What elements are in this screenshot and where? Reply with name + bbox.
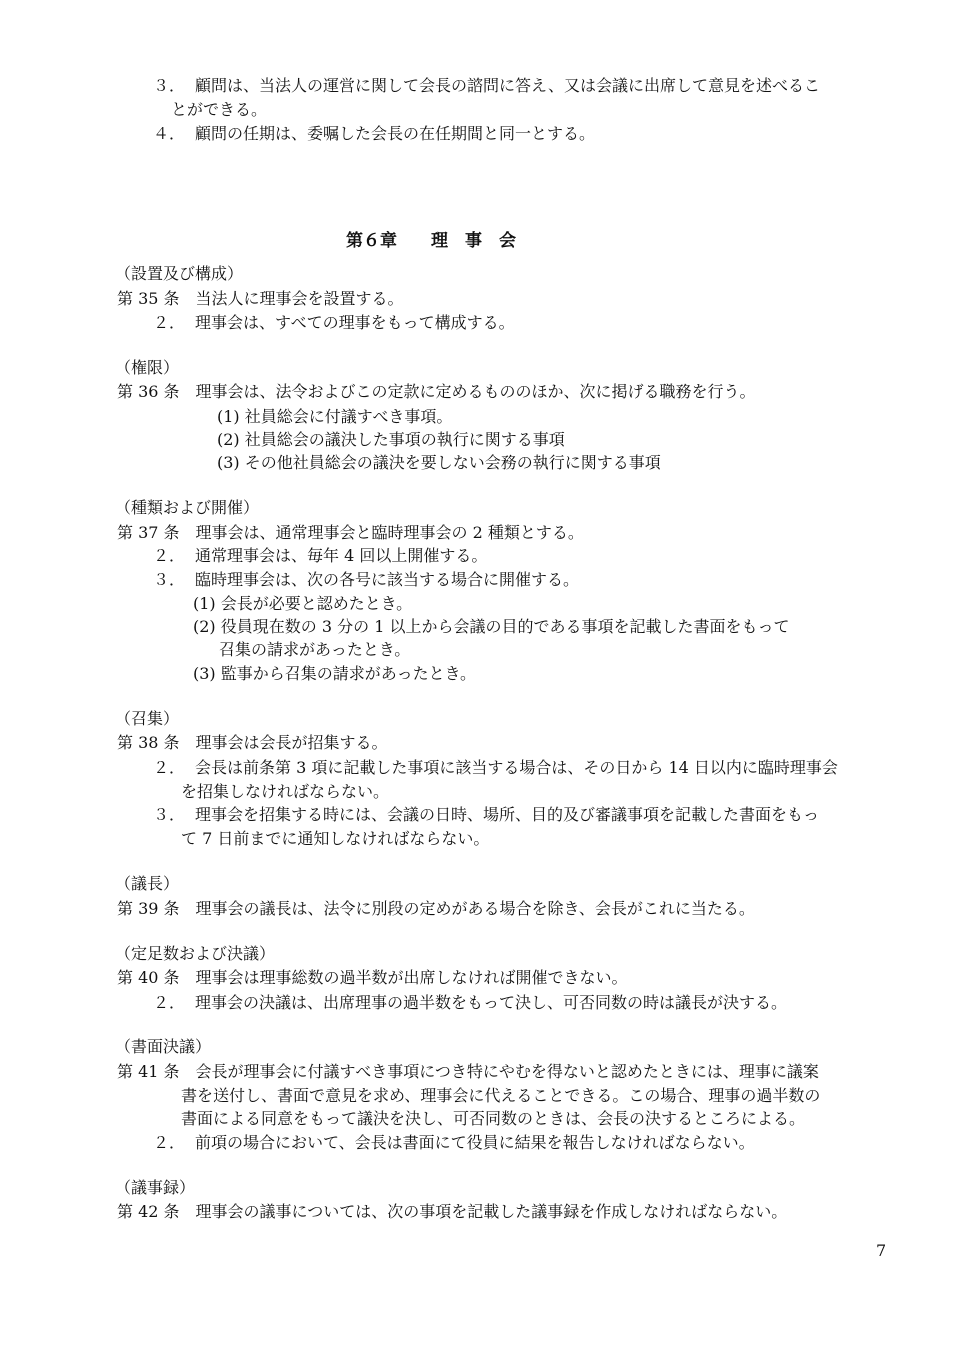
article-37-item-2-line-2: 召集の請求があったとき。	[219, 640, 411, 659]
article-38-text: 第 38 条 理事会は会長が招集する。	[117, 733, 388, 752]
article-36-heading: （権限）	[115, 358, 180, 377]
item-3-number: ３．	[153, 76, 186, 95]
item-4-text: 顧問の任期は、委嘱した会長の在任期間と同一とする。	[195, 124, 596, 143]
article-40-heading: （定足数および決議）	[115, 944, 276, 963]
item-3-line-2: とができる。	[171, 100, 268, 119]
article-42-text: 第 42 条 理事会の議事については、次の事項を記載した議事録を作成しなければならない。	[117, 1202, 788, 1221]
article-35-heading: （設置及び構成）	[115, 264, 244, 283]
article-35-p2-number: ２．	[153, 313, 186, 332]
article-38-p3-line-1: 理事会を招集する時には、会議の日時、場所、目的及び審議事項を記載した書面をもっ	[195, 805, 820, 824]
article-35-p2-text: 理事会は、すべての理事をもって構成する。	[195, 313, 515, 332]
page-number: 7	[876, 1241, 887, 1260]
item-3-line-1: 顧問は、当法人の運営に関して会長の諮問に答え、又は会議に出席して意見を述べるこ	[195, 76, 820, 95]
article-38-heading: （召集）	[115, 709, 180, 728]
article-41-line-2: 書を送付し、書面で意見を求め、理事会に代えることできる。この場合、理事の過半数の	[181, 1086, 821, 1105]
article-38-p3-number: ３．	[153, 805, 186, 824]
article-35-text: 第 35 条 当法人に理事会を設置する。	[117, 289, 404, 308]
article-37-item-3: (3) 監事から召集の請求があったとき。	[193, 664, 476, 683]
article-38-p2-line-1: 会長は前条第 3 項に記載した事項に該当する場合は、その日から 14 日以内に臨時理事会	[195, 758, 838, 777]
article-36-item-1: (1) 社員総会に付議すべき事項。	[217, 407, 453, 426]
article-37-text: 第 37 条 理事会は、通常理事会と臨時理事会の 2 種類とする。	[117, 523, 584, 542]
article-39-text: 第 39 条 理事会の議長は、法令に別段の定めがある場合を除き、会長がこれに当たる。	[117, 899, 755, 918]
article-40-p2-text: 理事会の決議は、出席理事の過半数をもって決し、可否同数の時は議長が決する。	[195, 993, 788, 1012]
article-36-item-3: (3) その他社員総会の議決を要しない会務の執行に関する事項	[217, 453, 661, 472]
article-40-p2-number: ２．	[153, 993, 186, 1012]
article-40-text: 第 40 条 理事会は理事総数の過半数が出席しなければ開催できない。	[117, 968, 628, 987]
article-39-heading: （議長）	[115, 874, 180, 893]
article-37-p2-number: ２．	[153, 546, 186, 565]
chapter-title: 第６章 理 事 会	[346, 231, 516, 251]
article-41-line-1: 第 41 条 会長が理事会に付議すべき事項につき特にやむを得ないと認めたときには、理事に議案	[117, 1062, 819, 1081]
article-37-heading: （種類および開催）	[115, 498, 260, 517]
article-37-p3-number: ３．	[153, 570, 186, 589]
article-37-p2-text: 通常理事会は、毎年 4 回以上開催する。	[195, 546, 488, 565]
article-37-item-2-line-1: (2) 役員現在数の 3 分の 1 以上から会議の目的である事項を記載した書面をもって	[193, 617, 790, 636]
article-38-p2-number: ２．	[153, 758, 186, 777]
article-42-heading: （議事録）	[115, 1178, 196, 1197]
article-41-heading: （書面決議）	[115, 1037, 212, 1056]
article-41-line-3: 書面による同意をもって議決を決し、可否同数のときは、会長の決するところによる。	[181, 1109, 806, 1128]
article-38-p3-line-2: て 7 日前までに通知しなければならない。	[181, 829, 490, 848]
article-41-p2-text: 前項の場合において、会長は書面にて役員に結果を報告しなければならない。	[195, 1133, 755, 1152]
article-36-text: 第 36 条 理事会は、法令およびこの定款に定めるもののほか、次に掲げる職務を行う。	[117, 382, 756, 401]
article-37-p3-text: 臨時理事会は、次の各号に該当する場合に開催する。	[195, 570, 580, 589]
article-38-p2-line-2: を招集しなければならない。	[181, 782, 390, 801]
article-36-item-2: (2) 社員総会の議決した事項の執行に関する事項	[217, 430, 565, 449]
item-4-number: ４．	[153, 124, 186, 143]
article-37-item-1: (1) 会長が必要と認めたとき。	[193, 594, 413, 613]
article-41-p2-number: ２．	[153, 1133, 186, 1152]
